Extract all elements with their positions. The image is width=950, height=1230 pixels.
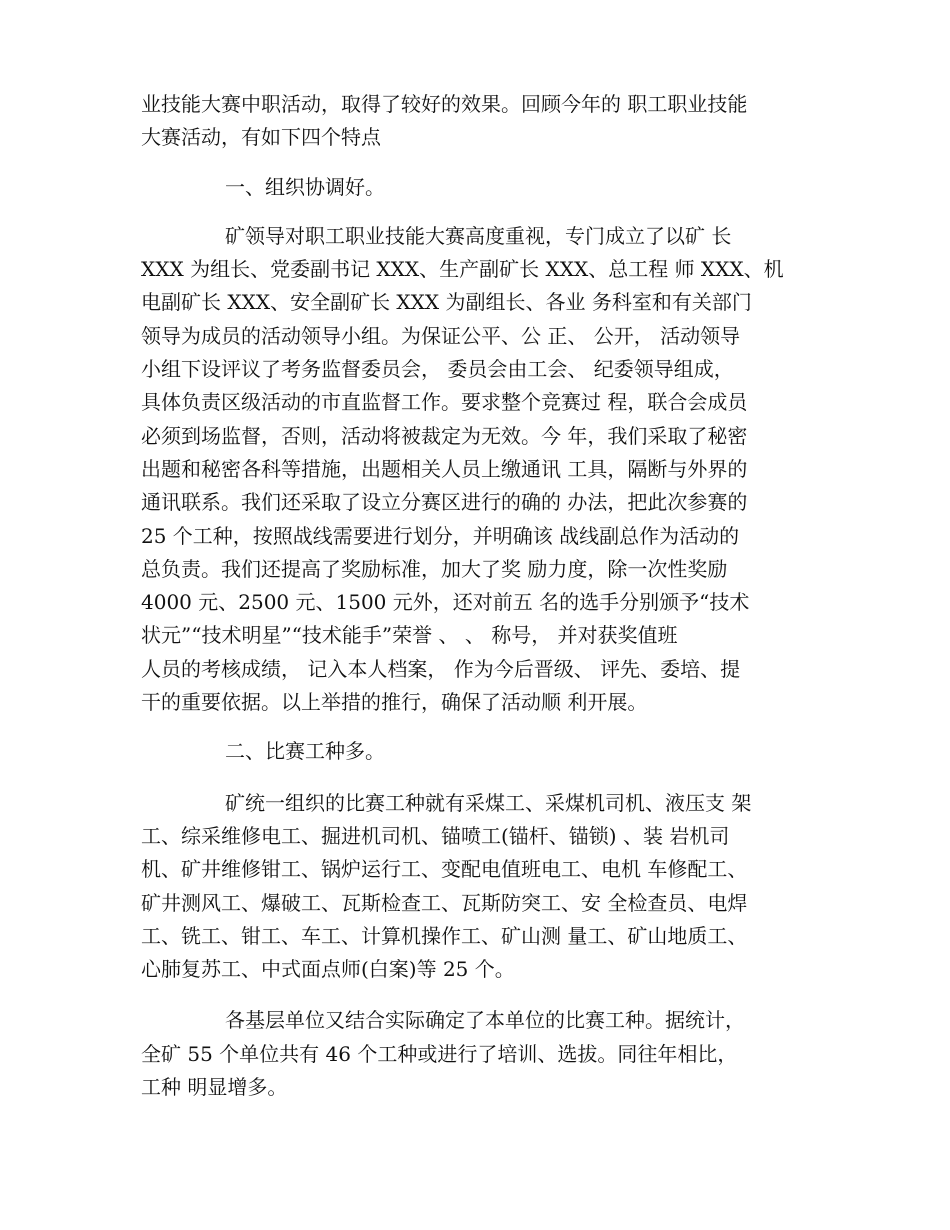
section-heading-1: 一、组织协调好。 [225, 174, 385, 199]
document-body [141, 88, 813, 1104]
section-heading-2: 二、比赛工种多。 [225, 739, 385, 764]
intro-paragraph: 业技能大赛中职活动，取得了较好的效果。回顾今年的 职工职业技能 大赛活动，有如下四个特点 [141, 92, 748, 150]
body-paragraph-2: 矿统一组织的比赛工种就有采煤工、采煤机司机、液压支 架 工、综采维修电工、掘进机司机、锚喷工(锚杆、锚锁) 、装 岩机司 机、矿井维修钳工、锅炉运行工、变配电值班电工、电机 车修配工、 矿井测风工、爆破工、瓦斯检查工、瓦斯防突工、安 全检查员、电焊 工、铣工、钳工、车工、计算机操作工、矿山测 量工、矿山地质工、 心肺复苏工、中式面点师(白案)等 25 个。 [141, 790, 752, 982]
body-paragraph-1: 矿领导对职工职业技能大赛高度重视，专门成立了以矿 长 XXX 为组长、党委副书记 XXX、生产副矿长 XXX、总工程 师 XXX、机 电副矿长 XXX、安全副矿长 XXX 为副组长、各业 务科室和有关部门 领导为成员的活动领导小组。为保证公平、公 正、 公开， 活动领导 小组下设评议了考务监督委员会， 委员会由工会、 纪委领导组成， 具体负责区级活动的市直监督工作。要求整个竞赛过 程，联合会成员 必须到场监督，否则，活动将被裁定为无效。今 年，我们采取了秘密 出题和秘密各科等措施，出题相关人员上缴通讯 工具，隔断与外界的 通讯联系。我们还采取了设立分赛区进行的确的 办法，把此次参赛的 25 个工种，按照战线需要进行划分，并明确该 战线副总作为活动的 总负责。我们还提高了奖励标准，加大了奖 励力度，除一次性奖励 4000 元、2500 元、1500 元外，还对前五 名的选手分别颁予“技术 状元”“技术明星”“技术能手”荣誉 、 、 称号， 并对获奖值班 人员的考核成绩， 记入本人档案， 作为今后晋级、 评先、委培、提 干的重要依据。以上举措的推行，确保了活动顺 利开展。 [141, 223, 784, 715]
body-paragraph-3: 各基层单位又结合实际确定了本单位的比赛工种。据统计， 全矿 55 个单位共有 46 个工种或进行了培训、选拔。同往年相比， 工种 明显增多。 [141, 1008, 745, 1100]
